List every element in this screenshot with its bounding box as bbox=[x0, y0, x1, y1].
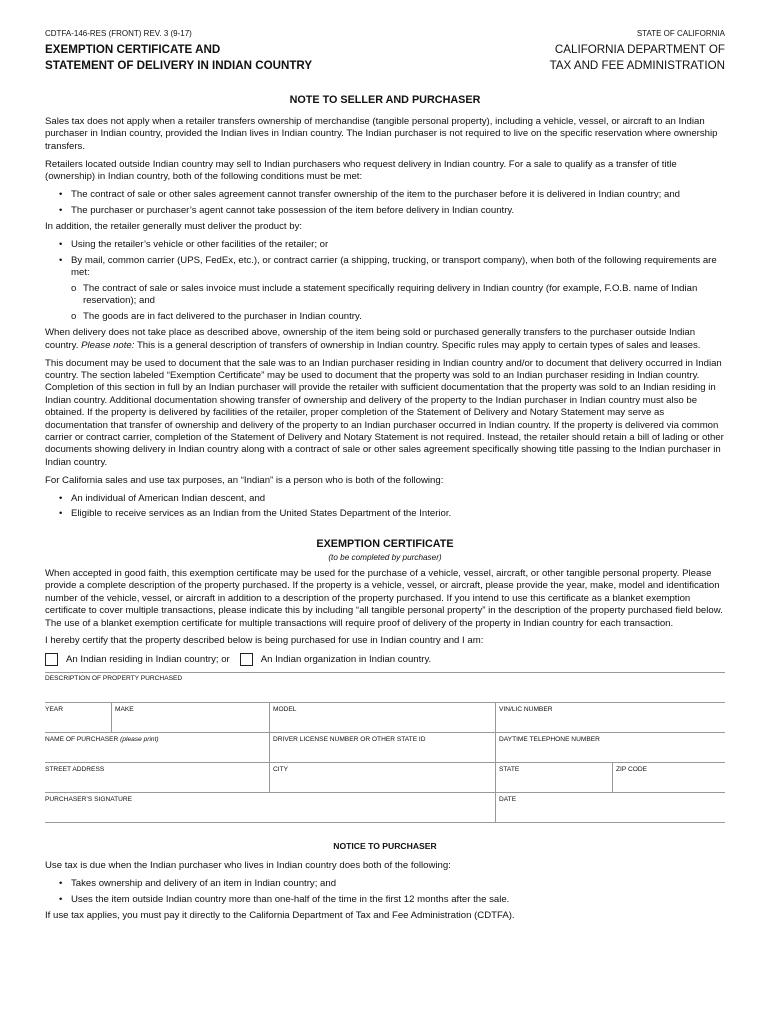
notice-paragraph-2: If use tax applies, you must pay it directly to the California Department of Tax and Fee Administration (CDTFA). bbox=[45, 910, 515, 922]
description-field[interactable] bbox=[45, 673, 725, 702]
date-label: DATE bbox=[499, 796, 517, 804]
option-indian-residing[interactable] bbox=[45, 653, 230, 666]
list-item-text: The contract of sale or other sales agreement cannot transfer ownership of the item to the purchaser before it is delivered in Indian country; and bbox=[71, 189, 681, 201]
list-item-text: Takes ownership and delivery of an item in Indian country; and bbox=[71, 878, 337, 890]
option-indian-organization-label: An Indian organization in Indian country. bbox=[260, 654, 432, 666]
note-heading: NOTE TO SELLER AND PURCHASER bbox=[289, 94, 481, 106]
purchaser-name-label: NAME OF PURCHASER bbox=[45, 736, 119, 744]
zip-field[interactable] bbox=[612, 763, 725, 792]
delivery-list bbox=[45, 239, 725, 324]
notice-list bbox=[45, 878, 725, 906]
driver-license-field[interactable] bbox=[269, 733, 495, 762]
row-purchaser bbox=[45, 733, 725, 763]
list-item: • The purchaser or purchaser’s agent cannot take possession of the item before delivery in Indian country. bbox=[59, 204, 515, 216]
form-header bbox=[45, 26, 725, 74]
state-field-label: STATE bbox=[499, 766, 520, 774]
note-paragraph-2: Retailers located outside Indian country may sell to Indian purchasers who request delivery in Indian country. For a sale to qualify as a transfer of title (ownership) in Indian country, both of the following conditions must be met: bbox=[45, 158, 677, 183]
signature-field[interactable] bbox=[45, 793, 495, 822]
note-p4-text: When delivery does not take place as described above, ownership of the item being sold or purchased generally transfers to the purchaser outside Indian country. bbox=[45, 327, 696, 351]
dept-line1: CALIFORNIA DEPARTMENT OF bbox=[554, 43, 725, 56]
state-label: STATE OF CALIFORNIA bbox=[636, 29, 725, 38]
checkbox-indian-organization[interactable] bbox=[240, 653, 253, 666]
signature-label: PURCHASER’S SIGNATURE bbox=[45, 796, 133, 804]
form-title-line1: EXEMPTION CERTIFICATE AND bbox=[45, 43, 221, 56]
note-paragraph-4 bbox=[45, 327, 725, 352]
phone-field[interactable] bbox=[495, 733, 725, 762]
vin-field[interactable] bbox=[495, 703, 725, 732]
year-label: YEAR bbox=[45, 706, 63, 714]
purchaser-type-options bbox=[45, 653, 725, 666]
list-item-text: The contract of sale or sales invoice must include a statement specifically requiring delivery in Indian country (for example, F.O.B. name of Indian reservation); and bbox=[83, 282, 698, 307]
zip-label: ZIP CODE bbox=[616, 766, 648, 774]
form-page bbox=[45, 26, 725, 928]
list-item-text: By mail, common carrier (UPS, FedEx, etc.), or contract carrier (a shipping, trucking, or transport company), when both of the following requirements are met: bbox=[71, 254, 717, 279]
list-item: • Uses the item outside Indian country more than one-half of the time in the first 12 months after the sale. bbox=[59, 894, 510, 906]
row-address bbox=[45, 763, 725, 793]
note-paragraph-1: Sales tax does not apply when a retailer transfers ownership of merchandise (tangible personal property), including a vehicle, vessel, or aircraft to an Indian purchaser in Indian country, provided the Indian lives in Indian country. The Indian purchaser is not required to live on the specific reservation where ownership transfers. bbox=[45, 116, 718, 152]
purchaser-name-field[interactable] bbox=[45, 733, 269, 762]
list-item: • Eligible to receive services as an Indian from the United States Department of the Interior. bbox=[59, 508, 452, 520]
list-item: • Using the retailer’s vehicle or other facilities of the retailer; or bbox=[59, 238, 329, 250]
description-label: DESCRIPTION OF PROPERTY PURCHASED bbox=[45, 675, 183, 683]
city-label: CITY bbox=[273, 766, 289, 774]
model-field[interactable] bbox=[269, 703, 495, 732]
option-indian-organization[interactable] bbox=[240, 653, 432, 666]
list-item: • An individual of American Indian descent, and bbox=[59, 492, 266, 504]
year-field[interactable] bbox=[45, 703, 111, 732]
row-signature bbox=[45, 793, 725, 823]
make-label: MAKE bbox=[115, 706, 134, 714]
list-item: o The contract of sale or sales invoice must include a statement specifically requiring delivery in Indian country (for example, F.O.B. name of Indian reservation); and bbox=[71, 282, 698, 307]
date-field[interactable] bbox=[495, 793, 725, 822]
street-address-field[interactable] bbox=[45, 763, 269, 792]
certificate-subheading: (to be completed by purchaser) bbox=[328, 552, 442, 562]
list-item: • The contract of sale or other sales agreement cannot transfer ownership of the item to the purchaser before it is delivered in Indian country; and bbox=[59, 189, 681, 201]
certificate-paragraph-1: When accepted in good faith, this exemption certificate may be used for the purchase of a vehicle, vessel, aircraft, or other tangible personal property. Please provide a complete description of the property purchased. If the property is a vehicle, vessel, or aircraft, please provide the year, make, model and identification number of the vehicle, vessel, or aircraft in addition to a description of the property purchased. If you intend to use this certificate as a blanket exemption certificate to cover multiple transactions, please indicate this by including “all tangible personal property” in the description of the property purchased field below. The use of a blanket exemption certificate for multiple transactions will require proof of delivery of the property in Indian country for each transaction. bbox=[45, 567, 723, 629]
purchaser-fields-grid bbox=[45, 672, 725, 823]
vin-label: VIN/LIC NUMBER bbox=[499, 706, 553, 714]
checkbox-indian-residing[interactable] bbox=[45, 653, 58, 666]
note-p4-text-2: This is a general description of transfers of ownership in Indian country. Specific rules may apply to certain types of sales and leases. bbox=[136, 339, 701, 351]
list-item-text: Uses the item outside Indian country more than one-half of the time in the first 12 months after the sale. bbox=[71, 894, 510, 906]
street-address-label: STREET ADDRESS bbox=[45, 766, 105, 774]
note-paragraph-6: For California sales and use tax purposes, an “Indian” is a person who is both of the following: bbox=[45, 474, 444, 486]
model-label: MODEL bbox=[273, 706, 297, 714]
conditions-list bbox=[45, 189, 725, 217]
list-item-text: Using the retailer’s vehicle or other facilities of the retailer; or bbox=[71, 238, 329, 250]
form-title-line2: STATEMENT OF DELIVERY IN INDIAN COUNTRY bbox=[45, 59, 313, 72]
list-item-text: Eligible to receive services as an Indian from the United States Department of the Interior. bbox=[71, 508, 452, 520]
city-field[interactable] bbox=[269, 763, 495, 792]
state-field[interactable] bbox=[495, 763, 612, 792]
certificate-paragraph-2: I hereby certify that the property described below is being purchased for use in Indian country and I am: bbox=[45, 635, 484, 647]
make-field[interactable] bbox=[111, 703, 269, 732]
row-vehicle bbox=[45, 703, 725, 733]
option-indian-residing-label: An Indian residing in Indian country; or bbox=[66, 654, 230, 666]
row-description bbox=[45, 673, 725, 703]
list-item: • Takes ownership and delivery of an item in Indian country; and bbox=[59, 878, 337, 890]
indian-definition-list bbox=[45, 493, 725, 521]
note-paragraph-5: This document may be used to document that the sale was to an Indian purchaser residing in Indian country and/or to document that delivery occurred in Indian country. The section labeled “Exemption Certificate” may be used to document that the property was sold to an Indian purchaser residing in Indian country. Completion of this section in full by an Indian purchaser will provide the retailer with sufficient documentation that the property was sold to an Indian residing in Indian country. Additional documentation showing transfer of ownership and delivery of the property to the Indian purchaser in Indian country must also be obtained. If the property is delivered by facilities of the retailer, proper completion of the Statement of Delivery and Notary Statement may serve as documentation that transfer of ownership and delivery of the property to an Indian purchaser occurred in Indian country. If the property is delivered via common carrier or contract carrier, completion of the Statement of Delivery and Notary Statement is not required. Instead, the retailer should retain a bill of lading or other documents showing delivery in Indian country along with a contract of sale or other sales agreement specifically showing title passing to the Indian purchaser in Indian country. bbox=[45, 357, 724, 468]
list-item-text: An individual of American Indian descent, and bbox=[71, 492, 266, 504]
note-p4-emphasis: Please note: bbox=[81, 339, 135, 351]
notice-heading: NOTICE TO PURCHASER bbox=[333, 841, 437, 852]
list-item: o The goods are in fact delivered to the purchaser in Indian country. bbox=[71, 311, 362, 323]
driver-license-label: DRIVER LICENSE NUMBER OR OTHER STATE ID bbox=[273, 736, 426, 744]
phone-label: DAYTIME TELEPHONE NUMBER bbox=[499, 736, 600, 744]
list-item-text: The purchaser or purchaser’s agent cannot take possession of the item before delivery in Indian country. bbox=[71, 204, 515, 216]
note-paragraph-3: In addition, the retailer generally must deliver the product by: bbox=[45, 220, 303, 232]
list-item-text: The goods are in fact delivered to the purchaser in Indian country. bbox=[83, 311, 362, 323]
form-number: CDTFA-146-RES (FRONT) REV. 3 (9-17) bbox=[45, 29, 192, 38]
list-item: • By mail, common carrier (UPS, FedEx, etc.), or contract carrier (a shipping, trucking, or transport company), when both of the following requirements are met: bbox=[59, 254, 717, 279]
dept-line2: TAX AND FEE ADMINISTRATION bbox=[549, 59, 725, 72]
notice-paragraph-1: Use tax is due when the Indian purchaser who lives in Indian country does both of the following: bbox=[45, 860, 451, 872]
certificate-heading: EXEMPTION CERTIFICATE bbox=[316, 537, 454, 550]
purchaser-name-note: (please print) bbox=[120, 736, 159, 744]
